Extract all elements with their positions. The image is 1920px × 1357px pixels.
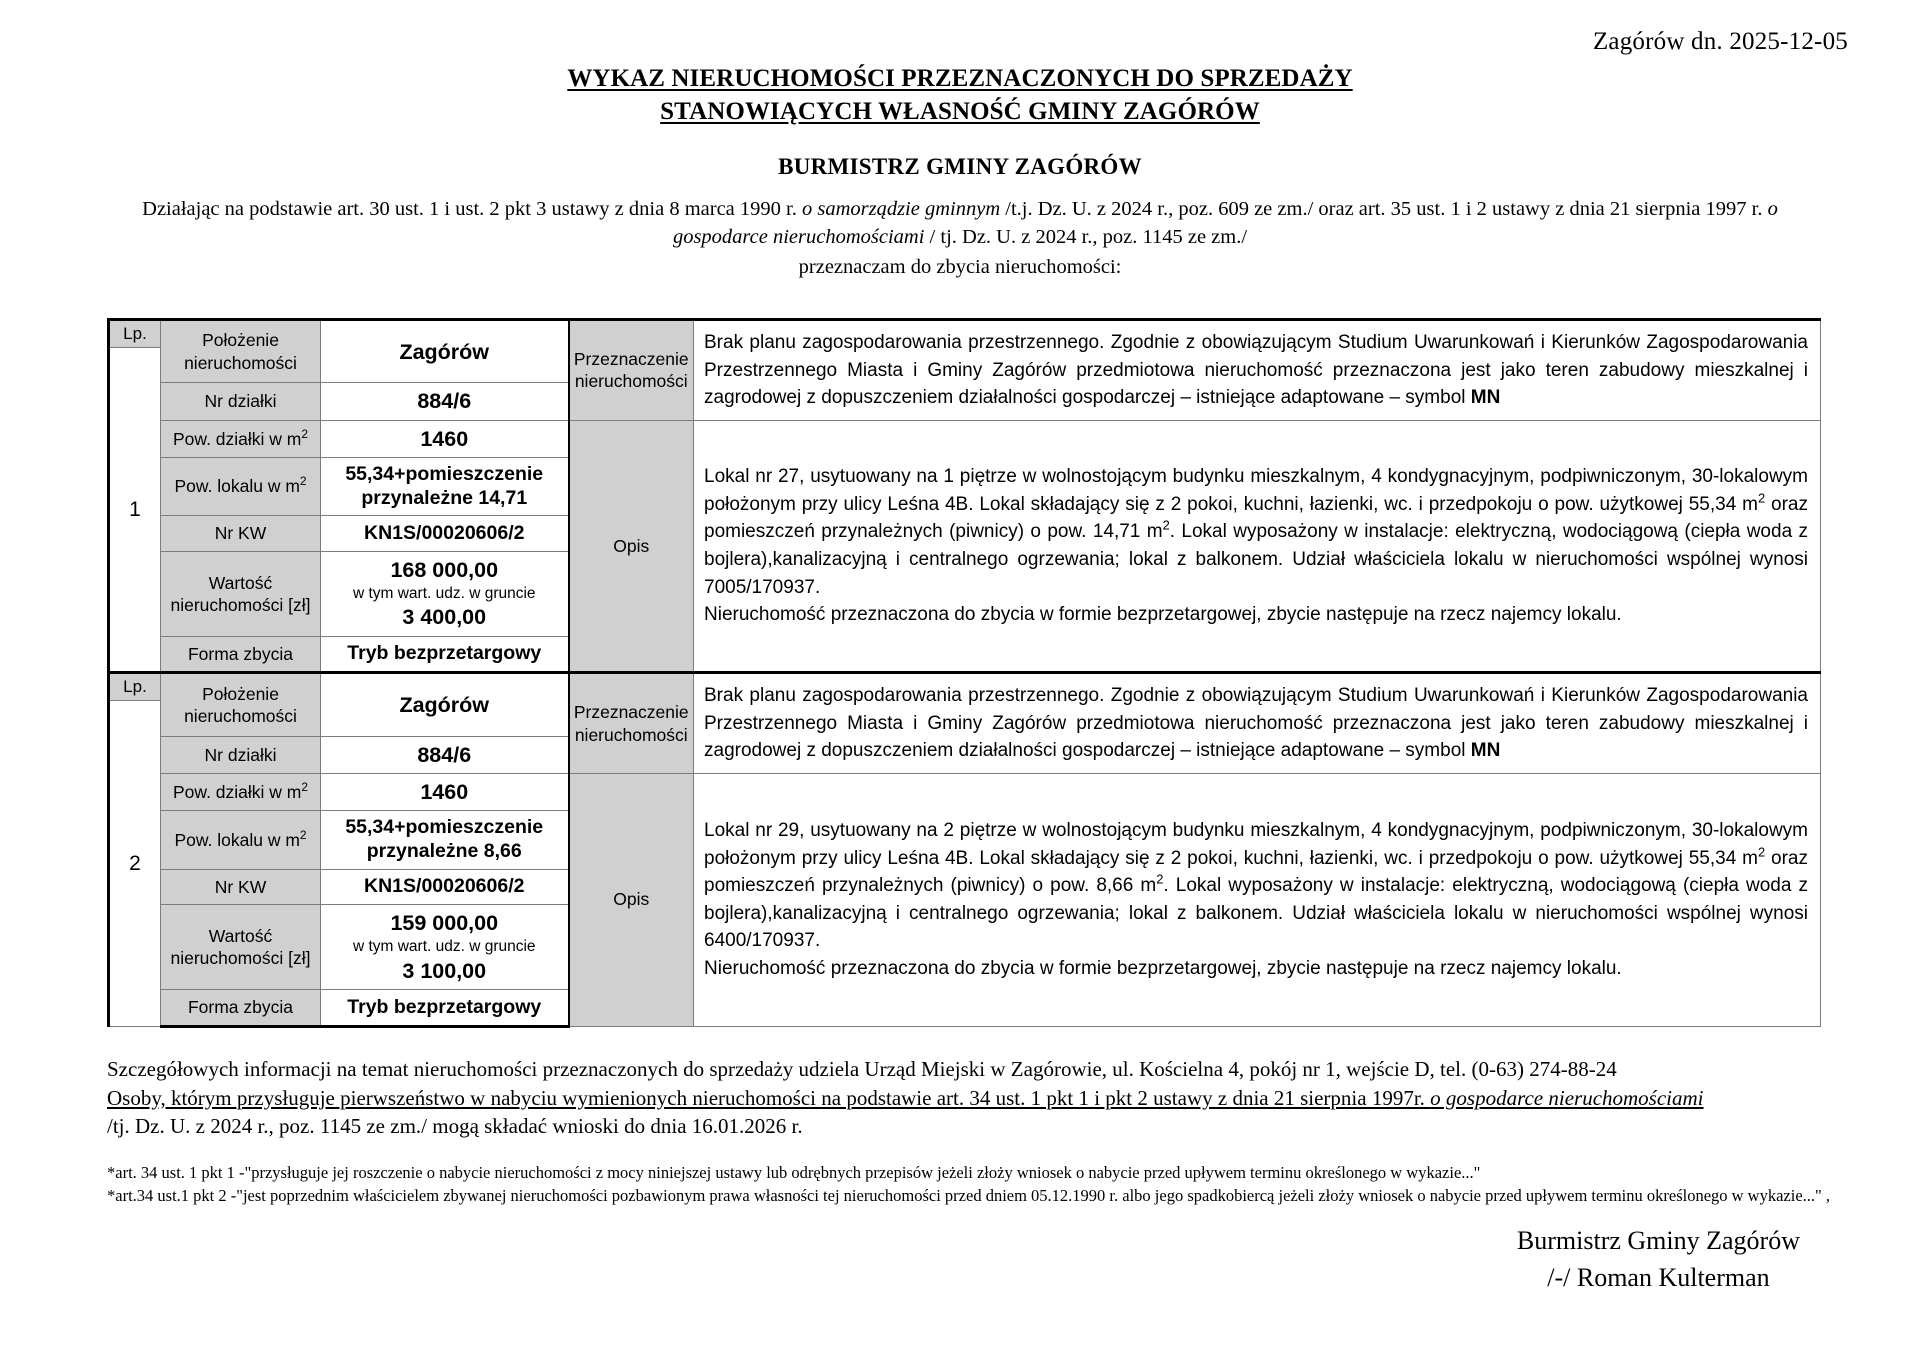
value-polozenie-2: Zagórów — [321, 673, 569, 736]
intro-part-3: / tj. Dz. U. z 2024 r., poz. 1145 ze zm./ — [924, 225, 1248, 248]
lp-header-2: Lp. — [109, 673, 161, 701]
value-opis-1: Lokal nr 27, usytuowany na 1 piętrze w wolnostojącym budynku mieszkalnym, 4 kondygnacyjnym, podpiwniczonym, 30-lokalowym położonym przy ulicy Leśna 4B. Lokal składający się z 2 pokoi, kuchni, łazienki, wc. i przedpokoju o pow. użytkowej 55,34 $m^2$ oraz pomieszczeń przynależnych (piwnicy) o pow. 14,71 $m^2$. Lokal wyposażony w instalacje: elektryczną, wodociągową (ciepła woda z bojlera),kanalizacyjną i centralnego ogrzewania; lokal z balkonem. Udział właściciela lokalu w nieruchomości wspólnej wynosi 7005/170937. Nieruchomość przeznaczona do zbycia w formie bezprzetargowej, zbycie następuje na rzecz najemcy lokalu. — [694, 420, 1821, 673]
value-nr-kw-2: KN1S/00020606/2 — [321, 869, 569, 904]
table-row — [109, 774, 1821, 811]
lp-number-1: 1 — [109, 348, 161, 673]
date-stamp: Zagórów dn. 2025-12-05 — [1592, 28, 1848, 55]
label-forma-zbycia-1: Forma zbycia — [161, 636, 321, 672]
label-przeznaczenie-1: Przeznaczenie nieruchomości — [569, 320, 694, 421]
wartosc-main-2: 159 000,00 — [390, 911, 499, 936]
footer-deadline-line: /tj. Dz. U. z 2024 r., poz. 1145 ze zm./ mogą składać wnioski do dnia 16.01.2026 r. — [107, 1114, 803, 1139]
value-pow-dzialki-1: 1460 — [321, 420, 569, 457]
value-pow-dzialki-2: 1460 — [321, 774, 569, 811]
value-opis-2: Lokal nr 29, usytuowany na 2 piętrze w wolnostojącym budynku mieszkalnym, 4 kondygnacyjnym, podpiwniczonym, 30-lokalowym położonym przy ulicy Leśna 4B. Lokal składający się z 2 pokoi, kuchni, łazienki, wc. i przedpokoju o pow. użytkowej 55,34 $m^2$ oraz pomieszczeń przynależnych (piwnicy) o pow. 8,66 $m^2$. Lokal wyposażony w instalacje: elektryczną, wodociągową (ciepła woda z bojlera),kanalizacyjną i centralnego ogrzewania; lokal z balkonem. Udział właściciela lokalu w nieruchomości wspólnej wynosi 6400/170937. Nieruchomość przeznaczona do zbycia w formie bezprzetargowej, zbycie następuje na rzecz najemcy lokalu. — [694, 774, 1821, 1027]
value-forma-zbycia-2: Tryb bezprzetargowy — [321, 990, 569, 1026]
value-nr-kw-1: KN1S/00020606/2 — [321, 516, 569, 551]
label-pow-lokalu-2: Pow. lokalu w $m^2$ — [161, 811, 321, 870]
footer-priority-line: Osoby, którym przysługuje pierwszeństwo w nabyciu wymienionych nieruchomości na podstawie art. 34 ust. 1 pkt 1 i pkt 2 ustawy z dnia 21 sierpnia 1997r. o gospodarce nieruchomościami — [107, 1085, 1704, 1110]
wartosc-grunt-2: 3 100,00 — [402, 958, 487, 983]
label-nr-kw-1: Nr KW — [161, 516, 321, 551]
title-line-1: WYKAZ NIERUCHOMOŚCI PRZEZNACZONYCH DO SPRZEDAŻY — [567, 65, 1353, 92]
value-pow-lokalu-2: 55,34+pomieszczenie przynależne 8,66 — [321, 811, 569, 870]
signature-title: Burmistrz Gminy Zagórów — [1516, 1226, 1800, 1256]
intro-part-1: Działając na podstawie art. 30 ust. 1 i ust. 2 pkt 3 ustawy z dnia 8 marca 1990 r. — [142, 198, 802, 220]
label-polozenie-1: Położenie nieruchomości — [161, 320, 321, 383]
label-polozenie-2: Położenie nieruchomości — [161, 673, 321, 736]
label-opis-2: Opis — [569, 774, 694, 1027]
footer-contact-line: Szczegółowych informacji na temat nieruchomości przeznaczonych do sprzedaży udziela Urząd Miejski w Zagórowie, ul. Kościelna 4, pokój nr 1, wejście D, tel. (0-63) 274-88-24 — [107, 1057, 1617, 1081]
document-title — [0, 0, 1920, 128]
table-row — [109, 320, 1821, 348]
label-opis-1: Opis — [569, 420, 694, 673]
value-przeznaczenie-1: Brak planu zagospodarowania przestrzennego. Zgodnie z obowiązującym Studium Uwarunkowań i Kierunków Zagospodarowania Przestrzennego Miasta i Gminy Zagórów przedmiotowa nieruchomość przeznaczona jest jako teren zabudowy mieszkalnej i zagrodowej z dopuszczeniem działalności gospodarczej – istniejące adaptowane – symbol MN — [694, 320, 1821, 421]
signature-name: /-/ Roman Kulterman — [1547, 1263, 1770, 1293]
label-nr-dzialki-2: Nr działki — [161, 736, 321, 773]
value-forma-zbycia-1: Tryb bezprzetargowy — [321, 636, 569, 672]
value-nr-dzialki-1: 884/6 — [321, 383, 569, 420]
properties-table — [107, 318, 1821, 1028]
document-footer — [107, 1055, 1847, 1207]
intro-italic-1: o samorządzie gminnym — [801, 198, 1001, 220]
footnote-1: *art. 34 ust. 1 pkt 1 -"przysługuje jej roszczenie o nabycie nieruchomości z mocy niniejszej ustawy lub odrębnych przepisów jeżeli złoży wniosek o nabycie przed upływem terminu określonego w wykazie..." — [107, 1162, 1481, 1182]
properties-table-wrapper — [107, 318, 1819, 1028]
table-row — [109, 420, 1821, 457]
label-wartosc-2: Wartość nieruchomości [zł] — [161, 905, 321, 990]
value-wartosc-1 — [321, 551, 569, 636]
wartosc-grunt-1: 3 400,00 — [402, 605, 487, 630]
label-przeznaczenie-2: Przeznaczenie nieruchomości — [569, 673, 694, 774]
legal-basis-paragraph — [110, 196, 1810, 282]
value-nr-dzialki-2: 884/6 — [321, 736, 569, 773]
intro-line-3: przeznaczam do zbycia nieruchomości: — [798, 255, 1122, 278]
label-nr-kw-2: Nr KW — [161, 869, 321, 904]
value-pow-lokalu-1: 55,34+pomieszczenie przynależne 14,71 — [321, 457, 569, 516]
intro-italic-2: o gospodarce nieruchomościami — [672, 198, 1778, 248]
label-pow-dzialki-1: Pow. działki w $m^2$ — [161, 420, 321, 457]
wartosc-main-1: 168 000,00 — [390, 557, 499, 582]
wartosc-note-1: w tym wart. udz. w gruncie — [352, 585, 536, 603]
lp-header-1: Lp. — [109, 320, 161, 348]
label-pow-dzialki-2: Pow. działki w $m^2$ — [161, 774, 321, 811]
document-subtitle: BURMISTRZ GMINY ZAGÓRÓW — [778, 154, 1142, 179]
label-forma-zbycia-2: Forma zbycia — [161, 990, 321, 1026]
footnotes — [107, 1161, 1847, 1208]
label-wartosc-1: Wartość nieruchomości [zł] — [161, 551, 321, 636]
value-polozenie-1: Zagórów — [321, 320, 569, 383]
title-line-2: STANOWIĄCYCH WŁASNOŚĆ GMINY ZAGÓRÓW — [660, 98, 1260, 125]
lp-number-2: 2 — [109, 701, 161, 1026]
table-row — [109, 673, 1821, 701]
signature-block — [1517, 1223, 1800, 1297]
footnote-2: *art.34 ust.1 pkt 2 -"jest poprzednim właścicielem zbywanej nieruchomości pozbawionym prawa własności tej nieruchomości przed dniem 05.12.1990 r. albo jego spadkobiercą jeżeli złoży wniosek o nabycie przed upływem terminu określonego w wykazie..." , — [107, 1186, 1831, 1206]
label-nr-dzialki-1: Nr działki — [161, 383, 321, 420]
label-pow-lokalu-1: Pow. lokalu w $m^2$ — [161, 457, 321, 516]
value-przeznaczenie-2: Brak planu zagospodarowania przestrzennego. Zgodnie z obowiązującym Studium Uwarunkowań i Kierunków Zagospodarowania Przestrzennego Miasta i Gminy Zagórów przedmiotowa nieruchomość przeznaczona jest jako teren zabudowy mieszkalnej i zagrodowej z dopuszczeniem działalności gospodarczej – istniejące adaptowane – symbol MN — [694, 673, 1821, 774]
wartosc-note-2: w tym wart. udz. w gruncie — [352, 938, 536, 956]
value-wartosc-2 — [321, 905, 569, 990]
intro-part-2: /t.j. Dz. U. z 2024 r., poz. 609 ze zm./ oraz art. 35 ust. 1 i 2 ustawy z dnia 21 sierpnia 1997 r. — [1000, 198, 1768, 220]
